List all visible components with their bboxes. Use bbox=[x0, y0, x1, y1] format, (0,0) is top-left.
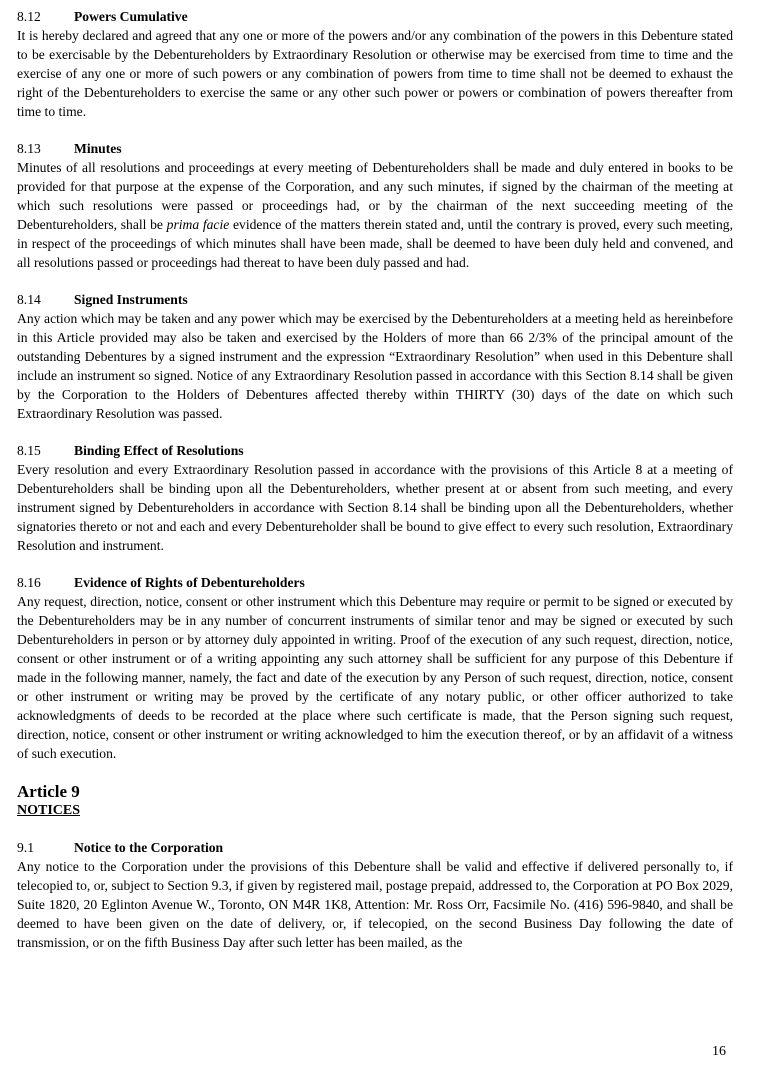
section-text: It is hereby declared and agreed that any one or more of the powers and/or any combination of the powers in this Debenture stated to be exercisable by the Debentureholders by Extraordinary Resolution or otherwise may be exercised from time to time and the exercise of any one or more of such powers or any combination of powers from time to time shall not be deemed to exhaust the right of the Debentureholders to exercise the same or any other such power or powers or combination of powers thereafter from time to time. bbox=[17, 28, 733, 119]
section-title: Notice to the Corporation bbox=[74, 840, 224, 855]
section-title: Powers Cumulative bbox=[74, 9, 188, 24]
section-heading bbox=[17, 441, 733, 460]
article-subtitle: NOTICES bbox=[17, 803, 81, 818]
section-text-part: Minutes of all resolutions and proceedings at every meeting of Debentureholders shall be made and duly entered in books to be provided for that purpose at the expense of the Corporation, and any such minutes, if signed by the chairman of the meeting at which such resolutions were passed or proceedings had, or by the chairman of the next succeeding meeting of the Debentureholders, shall be bbox=[17, 160, 733, 232]
page-number: 16 bbox=[712, 1044, 726, 1059]
section-number: 8.12 bbox=[17, 9, 41, 24]
section-text: Any action which may be taken and any power which may be exercised by the Debentureholders at a meeting held as hereinbefore in this Article provided may also be taken and exercised by the Holders of more than 66 2/3% of the principal amount of the outstanding Debentures by a signed instrument and the expression “Extraordinary Resolution” when used in this Debenture shall include an instrument so signed. Notice of any Extraordinary Resolution passed in accordance with this Section 8.14 shall be given by the Corporation to the Holders of Debentures affected thereby within THIRTY (30) days of the date on which such Extraordinary Resolution was passed. bbox=[17, 311, 733, 421]
section-9-1 bbox=[17, 838, 733, 952]
article-title: Article 9 bbox=[17, 782, 80, 801]
section-text: Any request, direction, notice, consent or other instrument which this Debenture may require or permit to be signed or executed by the Debentureholders may be in any number of concurrent instruments of similar tenor and may be signed or executed by such Debentureholders in person or by attorney duly appointed in writing. Proof of the execution of any such request, direction, notice, consent or other instrument or of a writing appointing any such attorney shall be sufficient for any purpose of this Debenture if made in the following manner, namely, the fact and date of the execution by any Person of such request, direction, notice, consent or other instrument or writing may be proved by the certificate of any notary public, or other officer authorized to take acknowledgments of deeds to be recorded at the place where such certificate is made, that the Person signing such request, direction, notice, consent or other instrument or writing acknowledged to him the execution thereof, or by an affidavit of a witness of such execution. bbox=[17, 594, 733, 761]
section-8-13 bbox=[17, 139, 733, 272]
article-header bbox=[17, 782, 733, 820]
section-8-16 bbox=[17, 573, 733, 763]
section-title: Signed Instruments bbox=[74, 292, 188, 307]
section-text-part: evidence of the matters therein stated and, until the contrary is proved, every such meeting, in respect of the proceedings of which minutes shall have been made, shall be deemed to have been duly held and convened, and all resolutions passed or proceedings had thereat to have been duly passed and had. bbox=[17, 217, 733, 270]
section-title: Minutes bbox=[74, 141, 122, 156]
section-title: Binding Effect of Resolutions bbox=[74, 443, 244, 458]
section-number: 8.13 bbox=[17, 141, 41, 156]
section-number: 8.15 bbox=[17, 443, 41, 458]
section-number: 8.14 bbox=[17, 292, 41, 307]
section-heading bbox=[17, 573, 733, 592]
document-body bbox=[17, 7, 733, 970]
section-text: Any notice to the Corporation under the provisions of this Debenture shall be valid and effective if delivered personally to, if telecopied to, or, subject to Section 9.3, if given by registered mail, postage prepaid, addressed to, the Corporation at PO Box 2029, Suite 1820, 20 Eglinton Avenue W., Toronto, ON M4R 1K8, Attention: Mr. Ross Orr, Facsimile No. (416) 596-9840, and shall be deemed to have been given on the date of delivery, or, if telecopied, on the second Business Day following the date of transmission, or on the fifth Business Day after such letter has been mailed, as the bbox=[17, 859, 733, 950]
section-number: 9.1 bbox=[17, 840, 34, 855]
section-number: 8.16 bbox=[17, 575, 41, 590]
section-8-12 bbox=[17, 7, 733, 121]
section-text: Every resolution and every Extraordinary Resolution passed in accordance with the provisions of this Article 8 at a meeting of Debentureholders shall be binding upon all the Debentureholders, whether present at or absent from such meeting, and every instrument signed by Debentureholders in accordance with Section 8.14 shall be binding upon all the Debentureholders, whether signatories thereto or not and each and every Debentureholder shall be bound to give effect to every such resolution, Extraordinary Resolution and instrument. bbox=[17, 462, 733, 553]
section-8-15 bbox=[17, 441, 733, 555]
section-text bbox=[17, 158, 733, 272]
section-heading bbox=[17, 7, 733, 26]
section-8-14 bbox=[17, 290, 733, 423]
section-heading bbox=[17, 290, 733, 309]
section-heading bbox=[17, 838, 733, 857]
italic-term: prima facie bbox=[166, 217, 230, 232]
section-title: Evidence of Rights of Debentureholders bbox=[74, 575, 305, 590]
section-heading bbox=[17, 139, 733, 158]
